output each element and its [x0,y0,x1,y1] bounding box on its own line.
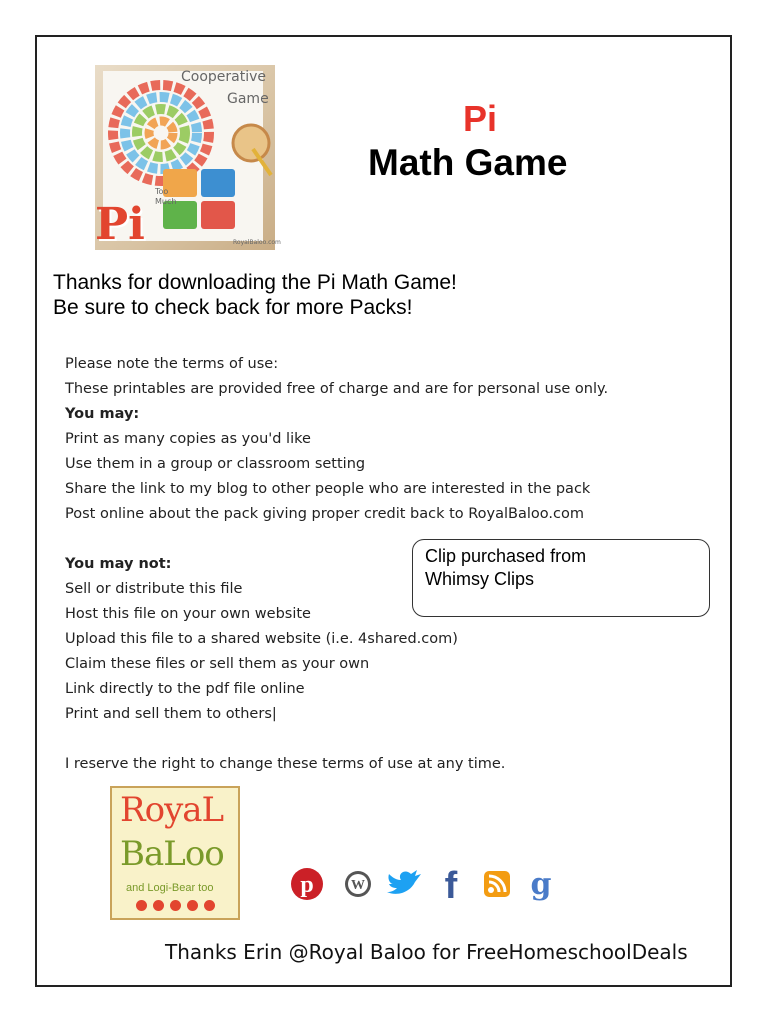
rss-icon[interactable] [480,862,514,906]
logo-line-1: RoyaL [120,790,224,830]
cover-caption-cooperative: Cooperative [181,69,267,85]
cover-caption-game: Game [227,91,269,107]
royal-baloo-logo[interactable] [110,786,240,920]
terms-may-not-item: Claim these files or sell them as your own [65,656,370,672]
tray-red [201,201,235,229]
intro-line-1: Thanks for downloading the Pi Math Game! [53,271,457,294]
terms-may-not-item: Host this file on your own website [65,606,311,622]
google-icon[interactable] [528,862,554,906]
terms-may-not-item: Print and sell them to others| [65,706,277,722]
twitter-icon[interactable] [382,862,424,906]
logo-line-3: and Logi-Bear too [126,882,214,894]
terms-may-heading: You may: [65,406,140,422]
svg-text:p: p [300,872,314,898]
logo-dots [136,900,215,911]
svg-text:W: W [351,878,365,893]
svg-text:f: f [444,865,458,907]
terms-reserve: I reserve the right to change these terms of use at any time. [65,756,506,772]
cover-pi-text: Pi [95,199,145,250]
clip-credit-line-2: Whimsy Clips [425,569,535,589]
terms-may-not-heading: You may not: [65,556,172,572]
title-pi: Pi [462,98,497,139]
tray-blue [201,169,235,197]
terms-note: Please note the terms of use: [65,356,279,372]
logo-line-2: BaLoo [120,834,224,874]
terms-may-item: Share the link to my blog to other people who are interested in the pack [65,481,591,497]
terms-may-item: Use them in a group or classroom setting [65,456,366,472]
spacer [65,727,608,752]
wordpress-icon[interactable] [342,862,374,906]
clip-credit-box [412,539,710,617]
title-math-game: Math Game [368,142,568,183]
intro-line-2: Be sure to check back for more Packs! [53,296,413,319]
cover-too-much: Too Much [155,187,177,206]
terms-may-not-item: Link directly to the pdf file online [65,681,305,697]
facebook-icon[interactable] [438,862,464,906]
terms-free: These printables are provided free of charge and are for personal use only. [65,381,609,397]
cover-credit: RoyalBaloo.com [233,239,281,246]
terms-may-not-item: Sell or distribute this file [65,581,243,597]
terms-may-item: Post online about the pack giving proper credit back to RoyalBaloo.com [65,506,584,522]
svg-text:g: g [530,867,552,902]
clip-credit-line-1: Clip purchased from [425,546,587,566]
terms-may-item: Print as many copies as you'd like [65,431,311,447]
footer-credit: Thanks Erin @Royal Baloo for FreeHomeschoolDeals [165,940,688,964]
game-cover-image [95,65,281,250]
pinterest-icon[interactable] [288,862,326,906]
intro-text [53,270,457,320]
terms-may-not-item: Upload this file to a shared website (i.e. 4shared.com) [65,631,458,647]
